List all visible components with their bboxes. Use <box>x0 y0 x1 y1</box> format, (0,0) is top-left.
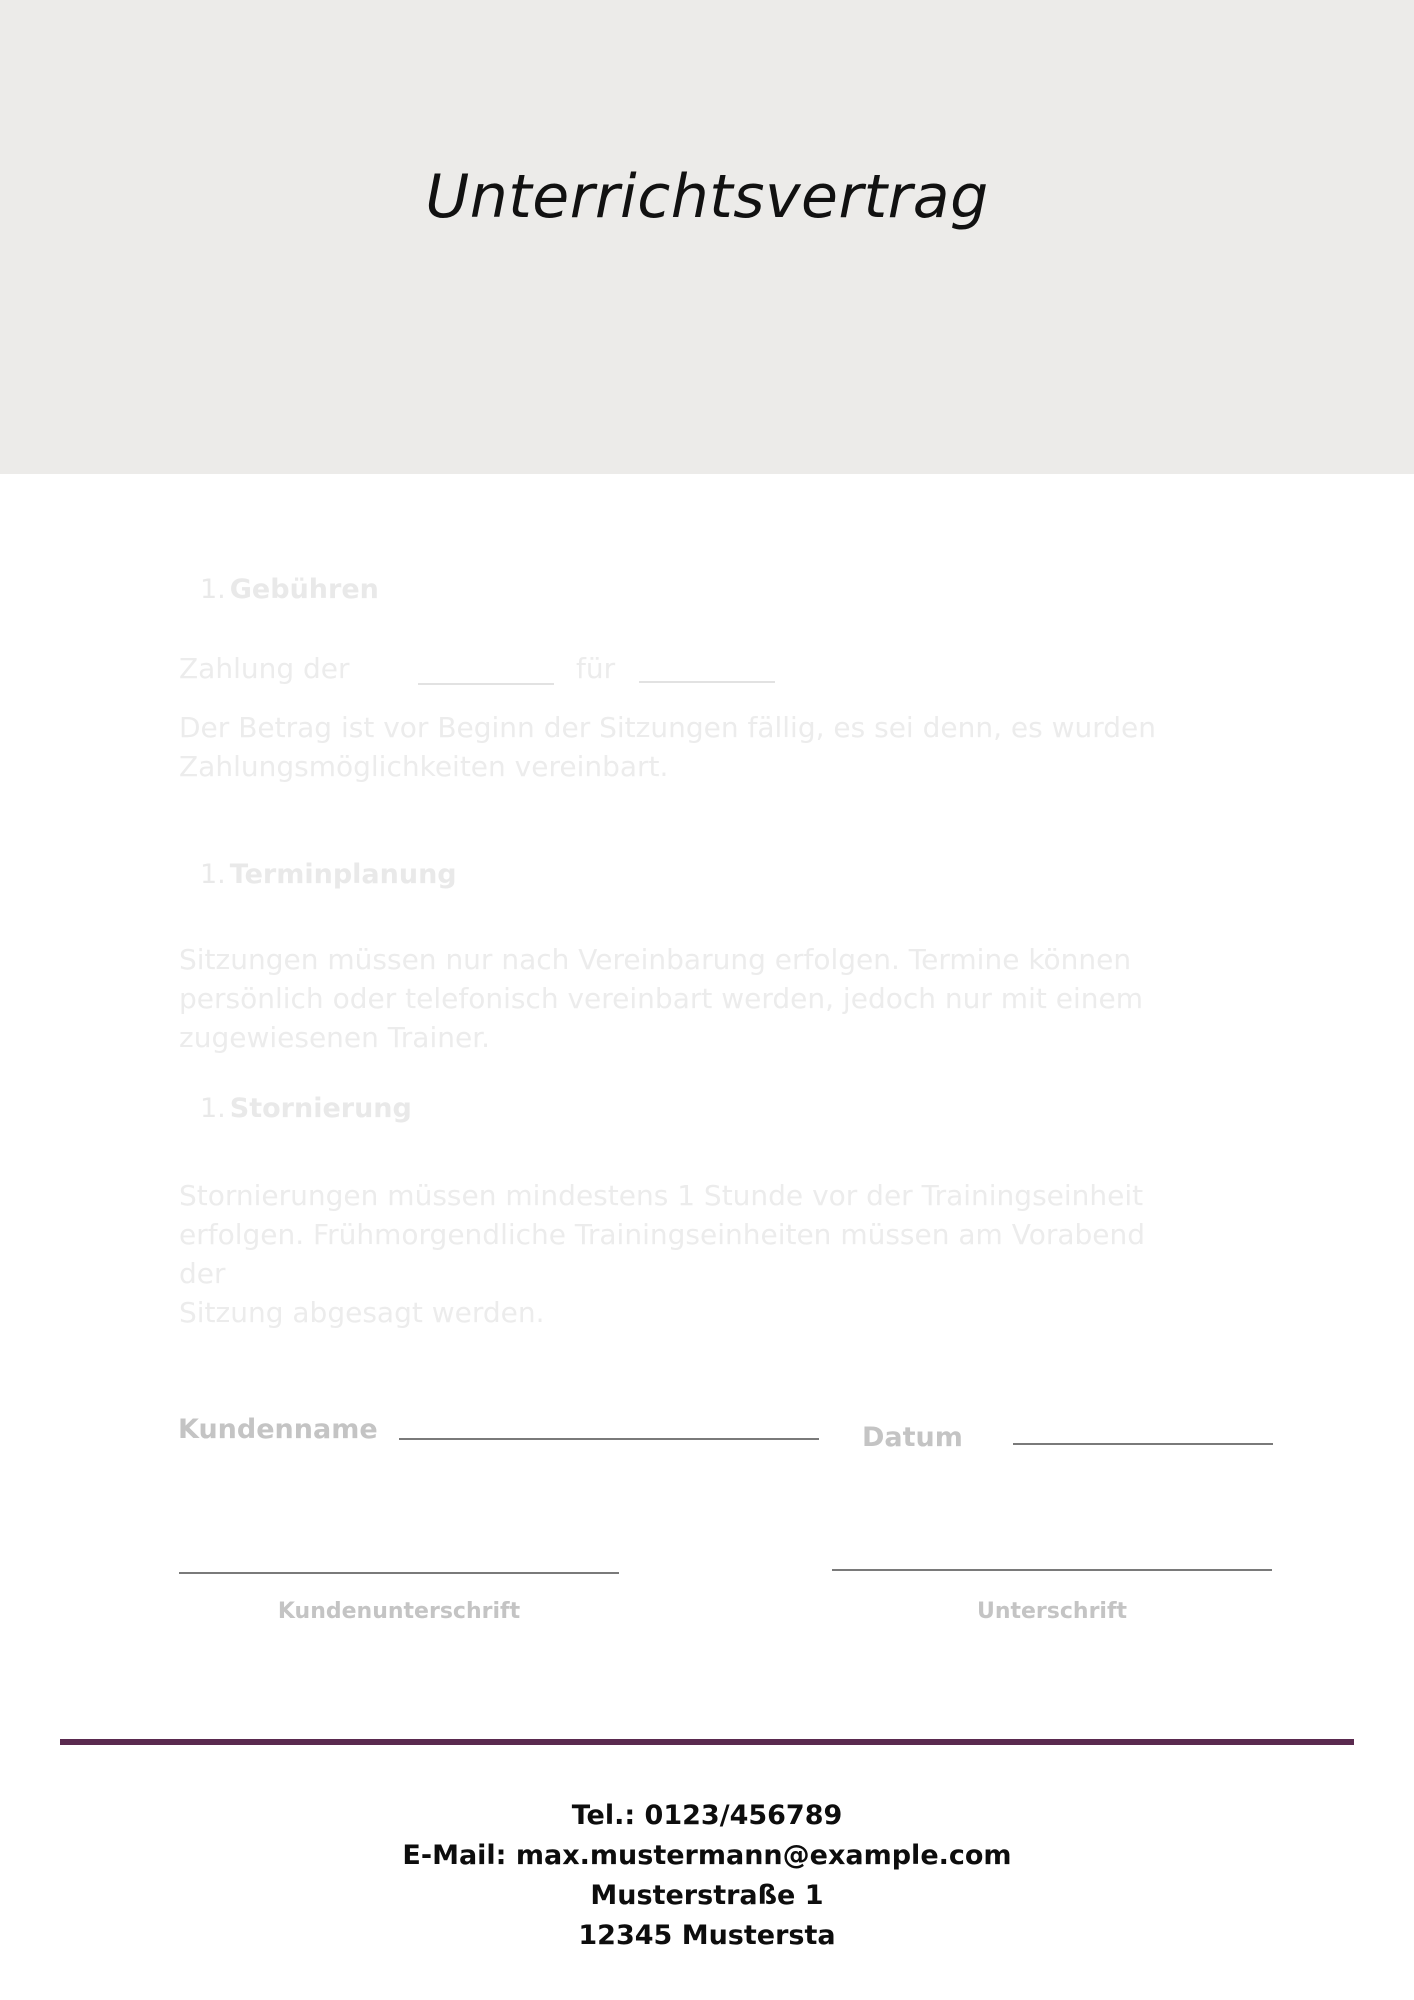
text-line: Stornierungen müssen mindestens 1 Stunde vor der Trainingseinheit <box>179 1179 1144 1212</box>
payment-paragraph <box>179 708 1179 786</box>
payment-middle: für <box>576 652 616 685</box>
section-title: Gebühren <box>229 574 379 605</box>
payment-period-blank[interactable] <box>639 681 775 683</box>
date-line[interactable] <box>1013 1443 1273 1445</box>
payment-amount-blank[interactable] <box>418 683 554 685</box>
contact-footer <box>0 1796 1414 1956</box>
section-number: 1. <box>200 1093 226 1124</box>
signature-line[interactable] <box>832 1569 1272 1571</box>
section-heading-fees <box>200 574 379 605</box>
section-heading-cancellation <box>200 1093 412 1124</box>
customer-name-line[interactable] <box>399 1438 819 1440</box>
signature-label: Unterschrift <box>976 1599 1128 1624</box>
text-line: Der Betrag ist vor Beginn der Sitzungen fällig, es sei denn, es wurden <box>179 711 1157 744</box>
date-label: Datum <box>862 1422 963 1453</box>
footer-divider <box>60 1739 1354 1745</box>
customer-signature-label: Kundenunterschrift <box>277 1599 521 1624</box>
section-title: Terminplanung <box>229 859 457 890</box>
text-line: Sitzung abgesagt werden. <box>179 1296 545 1329</box>
section-title: Stornierung <box>229 1093 412 1124</box>
cancellation-paragraph <box>179 1176 1179 1332</box>
section-number: 1. <box>200 859 226 890</box>
text-line: persönlich oder telefonisch vereinbart werden, jedoch nur mit einem <box>179 982 1143 1015</box>
document-title: Unterrichtsvertrag <box>425 162 989 232</box>
footer-street: Musterstraße 1 <box>590 1880 824 1911</box>
text-line: Zahlungsmöglichkeiten vereinbart. <box>179 750 669 783</box>
footer-email: E-Mail: max.mustermann@example.com <box>402 1840 1012 1871</box>
section-heading-scheduling <box>200 859 457 890</box>
footer-phone: Tel.: 0123/456789 <box>571 1800 843 1831</box>
customer-signature-line[interactable] <box>179 1572 619 1574</box>
text-line: Sitzungen müssen nur nach Vereinbarung erfolgen. Termine können <box>179 943 1132 976</box>
text-line: zugewiesenen Trainer. <box>179 1021 491 1054</box>
footer-city: 12345 Mustersta <box>578 1920 836 1951</box>
payment-prefix: Zahlung der <box>179 652 350 685</box>
scheduling-paragraph <box>179 940 1179 1057</box>
customer-name-label: Kundenname <box>178 1414 378 1445</box>
section-number: 1. <box>200 574 226 605</box>
text-line: erfolgen. Frühmorgendliche Trainingseinheiten müssen am Vorabend der <box>179 1218 1146 1290</box>
